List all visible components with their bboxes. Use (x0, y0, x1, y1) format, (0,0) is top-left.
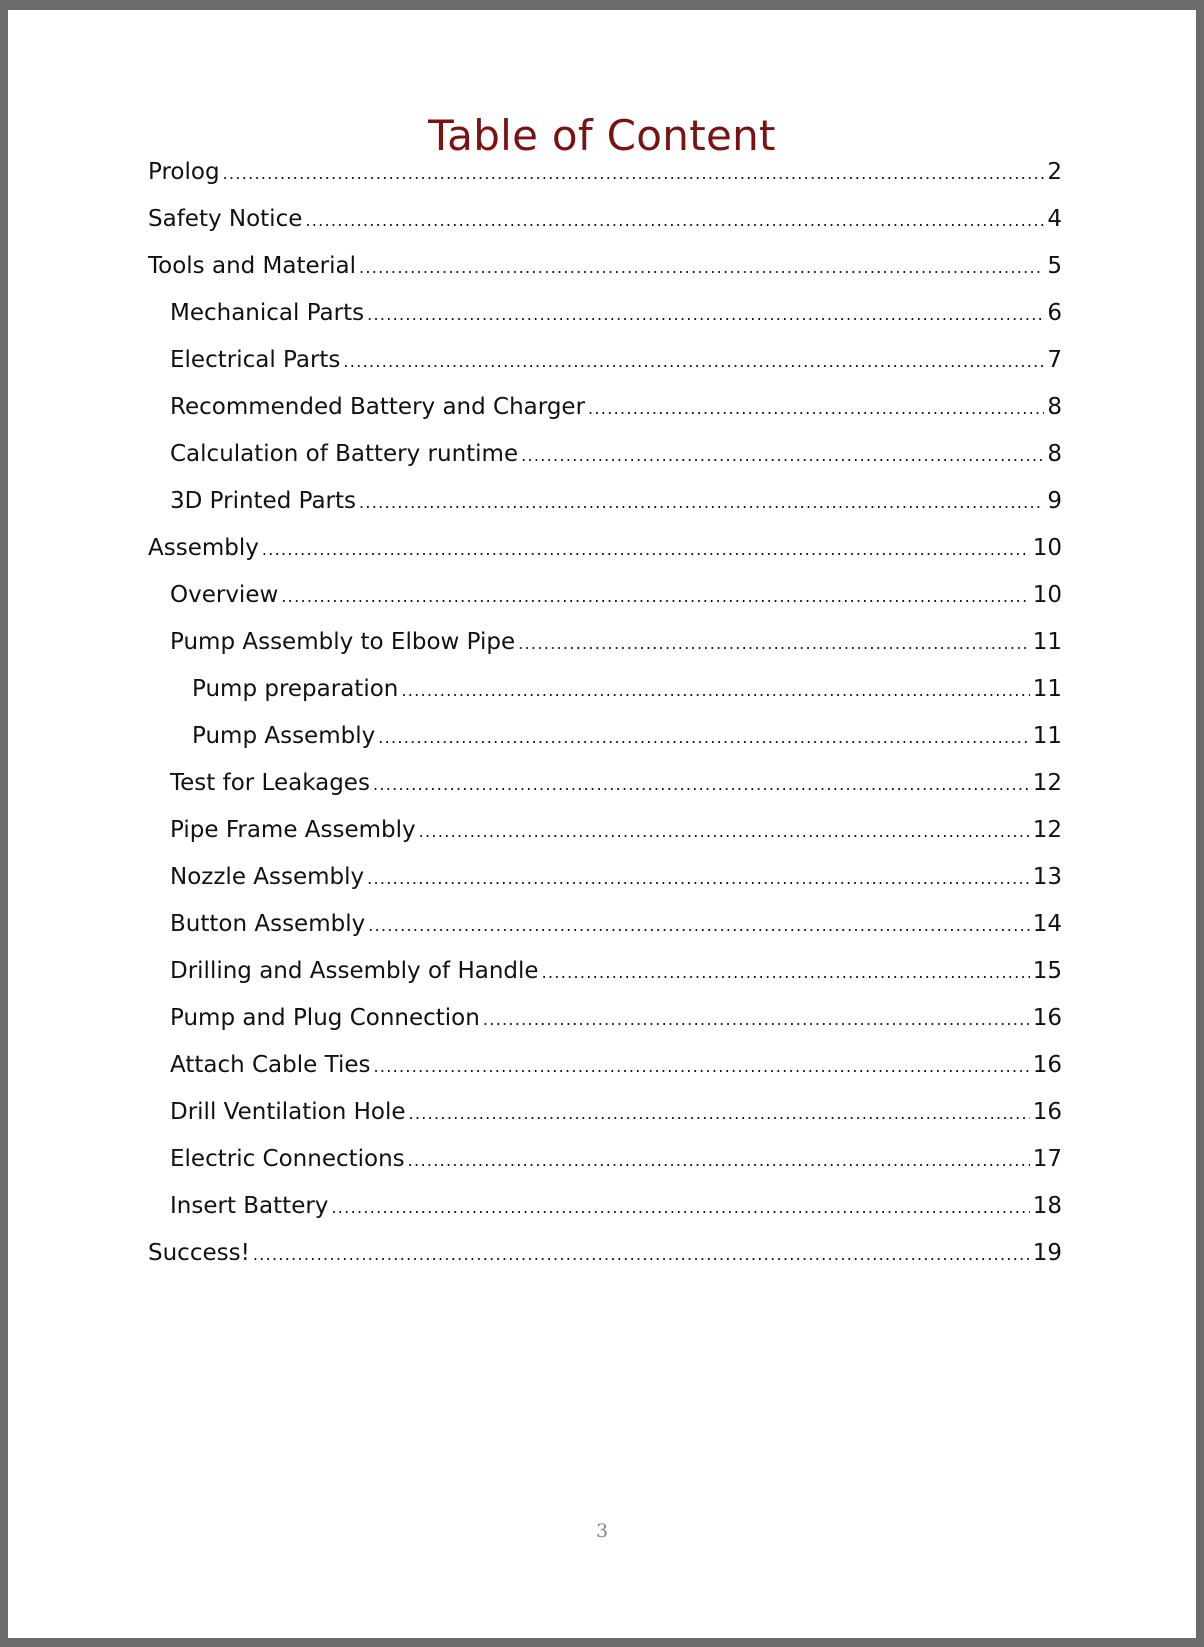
toc-entry[interactable] (148, 581, 1062, 628)
toc-dot-leader (401, 677, 1029, 705)
toc-entry-label: Pump and Plug Connection (170, 1005, 480, 1031)
document-page (8, 10, 1196, 1638)
toc-entry-label: 3D Printed Parts (170, 488, 357, 514)
toc-entry-label: Assembly (148, 535, 259, 561)
toc-dot-leader (343, 348, 1044, 376)
toc-entry-page: 14 (1032, 911, 1062, 937)
toc-entry[interactable] (148, 252, 1062, 299)
toc-dot-leader (359, 489, 1044, 517)
toc-entry[interactable] (148, 910, 1062, 957)
toc-entry-page: 15 (1032, 958, 1062, 984)
toc-dot-leader (378, 724, 1030, 752)
toc-entry[interactable] (148, 957, 1062, 1004)
toc-entry-page: 11 (1032, 723, 1062, 749)
toc-entry[interactable] (148, 393, 1062, 440)
toc-entry-page: 19 (1032, 1240, 1062, 1266)
toc-entry-label: Button Assembly (170, 911, 366, 937)
toc-entry[interactable] (148, 1239, 1062, 1286)
toc-dot-leader (367, 301, 1044, 329)
toc-entry-label: Tools and Material (148, 253, 356, 279)
toc-entry-label: Insert Battery (170, 1193, 329, 1219)
toc-entry[interactable] (148, 769, 1062, 816)
toc-dot-leader (419, 818, 1030, 846)
toc-entry[interactable] (148, 440, 1062, 487)
toc-dot-leader (521, 442, 1044, 470)
toc-dot-leader (253, 1241, 1030, 1269)
toc-entry[interactable] (148, 205, 1062, 252)
toc-entry-label: Pump preparation (192, 676, 399, 702)
toc-entry-page: 18 (1032, 1193, 1062, 1219)
toc-dot-leader (367, 865, 1030, 893)
toc-entry-page: 16 (1032, 1099, 1062, 1125)
toc-entry[interactable] (148, 487, 1062, 534)
toc-entry[interactable] (148, 158, 1062, 205)
toc-entry-page: 5 (1047, 253, 1062, 279)
toc-dot-leader (408, 1147, 1030, 1175)
toc-dot-leader (305, 207, 1044, 235)
toc-entry[interactable] (148, 628, 1062, 675)
toc-entry-page: 16 (1032, 1052, 1062, 1078)
toc-list (148, 158, 1062, 1286)
toc-entry-label: Attach Cable Ties (170, 1052, 371, 1078)
toc-dot-leader (373, 771, 1030, 799)
toc-dot-leader (262, 536, 1030, 564)
toc-dot-leader (483, 1006, 1030, 1034)
toc-entry[interactable] (148, 1004, 1062, 1051)
toc-entry-label: Electric Connections (170, 1146, 405, 1172)
toc-dot-leader (588, 395, 1044, 423)
toc-entry-page: 9 (1047, 488, 1062, 514)
toc-entry-page: 11 (1032, 676, 1062, 702)
toc-entry-page: 8 (1047, 441, 1062, 467)
toc-dot-leader (518, 630, 1030, 658)
toc-entry[interactable] (148, 1098, 1062, 1145)
toc-entry-label: Pump Assembly to Elbow Pipe (170, 629, 516, 655)
toc-entry[interactable] (148, 299, 1062, 346)
toc-entry-label: Prolog (148, 159, 220, 185)
toc-entry-label: Success! (148, 1240, 250, 1266)
toc-entry-label: Recommended Battery and Charger (170, 394, 586, 420)
toc-entry-page: 12 (1032, 770, 1062, 796)
toc-dot-leader (359, 254, 1044, 282)
toc-entry-label: Drill Ventilation Hole (170, 1099, 406, 1125)
toc-entry-label: Overview (170, 582, 279, 608)
toc-entry-label: Nozzle Assembly (170, 864, 365, 890)
page-number: 3 (595, 1520, 609, 1542)
toc-entry-label: Electrical Parts (170, 347, 341, 373)
toc-entry[interactable] (148, 722, 1062, 769)
toc-dot-leader (368, 912, 1030, 940)
toc-entry-page: 16 (1032, 1005, 1062, 1031)
toc-entry[interactable] (148, 1145, 1062, 1192)
toc-entry-label: Pipe Frame Assembly (170, 817, 416, 843)
toc-entry-label: Calculation of Battery runtime (170, 441, 519, 467)
toc-entry[interactable] (148, 1192, 1062, 1239)
toc-entry[interactable] (148, 1051, 1062, 1098)
toc-entry[interactable] (148, 675, 1062, 722)
toc-entry-page: 10 (1032, 535, 1062, 561)
toc-entry-page: 7 (1047, 347, 1062, 373)
toc-entry-label: Safety Notice (148, 206, 303, 232)
toc-entry-label: Pump Assembly (192, 723, 376, 749)
toc-dot-leader (331, 1194, 1029, 1222)
toc-dot-leader (281, 583, 1029, 611)
toc-entry[interactable] (148, 816, 1062, 863)
toc-entry-label: Test for Leakages (170, 770, 370, 796)
toc-entry-page: 8 (1047, 394, 1062, 420)
toc-entry-page: 2 (1047, 159, 1062, 185)
toc-entry-page: 10 (1032, 582, 1062, 608)
toc-dot-leader (409, 1100, 1030, 1128)
toc-dot-leader (542, 959, 1030, 987)
toc-entry-page: 11 (1032, 629, 1062, 655)
toc-entry-label: Drilling and Assembly of Handle (170, 958, 539, 984)
toc-entry-page: 17 (1032, 1146, 1062, 1172)
toc-entry[interactable] (148, 863, 1062, 910)
toc-entry-page: 6 (1047, 300, 1062, 326)
toc-dot-leader (223, 160, 1045, 188)
toc-entry-label: Mechanical Parts (170, 300, 365, 326)
toc-dot-leader (373, 1053, 1029, 1081)
toc-entry[interactable] (148, 346, 1062, 393)
toc-entry-page: 12 (1032, 817, 1062, 843)
toc-entry-page: 4 (1047, 206, 1062, 232)
toc-title: Table of Content (428, 111, 776, 160)
toc-entry[interactable] (148, 534, 1062, 581)
toc-entry-page: 13 (1032, 864, 1062, 890)
